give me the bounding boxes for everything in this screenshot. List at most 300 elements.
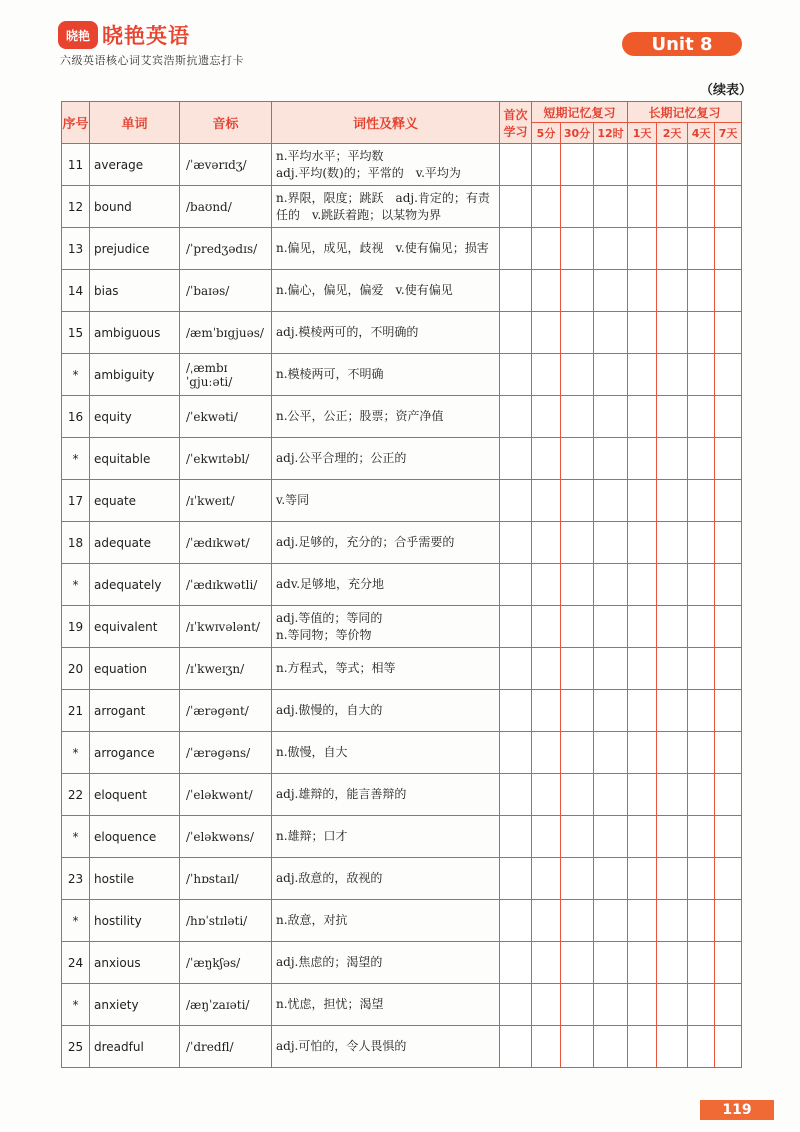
review-checkbox-cell[interactable] xyxy=(715,144,742,186)
review-checkbox-cell[interactable] xyxy=(594,816,628,858)
review-checkbox-cell[interactable] xyxy=(657,942,688,984)
review-checkbox-cell[interactable] xyxy=(532,648,561,690)
review-checkbox-cell[interactable] xyxy=(628,900,657,942)
review-checkbox-cell[interactable] xyxy=(657,228,688,270)
review-checkbox-cell[interactable] xyxy=(688,564,715,606)
row-definition xyxy=(272,312,500,354)
short-term-header: 短期记忆复习 xyxy=(532,102,628,123)
review-checkbox-cell[interactable] xyxy=(715,984,742,1026)
review-checkbox-cell[interactable] xyxy=(688,354,715,396)
row-definition xyxy=(272,228,500,270)
row-number: * xyxy=(62,984,90,1026)
review-checkbox-cell[interactable] xyxy=(500,564,532,606)
row-number: 13 xyxy=(62,228,90,270)
review-checkbox-cell[interactable] xyxy=(532,732,561,774)
definition-line: n.模棱两可，不明确 xyxy=(276,367,384,381)
definition-line: n.偏见，成见，歧视 v.使有偏见；损害 xyxy=(276,241,489,255)
row-number: 19 xyxy=(62,606,90,648)
review-checkbox-cell[interactable] xyxy=(628,858,657,900)
row-number: 23 xyxy=(62,858,90,900)
row-number: * xyxy=(62,354,90,396)
first-study-header: 首次学习 xyxy=(500,102,532,144)
review-checkbox-cell[interactable] xyxy=(532,984,561,1026)
row-number: 25 xyxy=(62,1026,90,1068)
review-checkbox-cell[interactable] xyxy=(594,354,628,396)
review-checkbox-cell[interactable] xyxy=(628,942,657,984)
review-checkbox-cell[interactable] xyxy=(715,648,742,690)
review-checkbox-cell[interactable] xyxy=(500,774,532,816)
table-row xyxy=(62,270,742,312)
row-word: eloquence xyxy=(90,816,180,858)
unit-badge: Unit 8 xyxy=(622,32,742,56)
review-checkbox-cell[interactable] xyxy=(561,522,594,564)
review-checkbox-cell[interactable] xyxy=(561,396,594,438)
review-checkbox-cell[interactable] xyxy=(561,858,594,900)
review-checkbox-cell[interactable] xyxy=(657,816,688,858)
row-definition xyxy=(272,354,500,396)
review-checkbox-cell[interactable] xyxy=(628,690,657,732)
review-checkbox-cell[interactable] xyxy=(688,732,715,774)
review-checkbox-cell[interactable] xyxy=(715,480,742,522)
row-phonetic: /ˈæŋkʃəs/ xyxy=(180,942,272,984)
row-word: arrogance xyxy=(90,732,180,774)
review-checkbox-cell[interactable] xyxy=(500,942,532,984)
review-checkbox-cell[interactable] xyxy=(715,564,742,606)
review-checkbox-cell[interactable] xyxy=(688,900,715,942)
table-row xyxy=(62,522,742,564)
table-row xyxy=(62,1026,742,1068)
row-word: average xyxy=(90,144,180,186)
review-checkbox-cell[interactable] xyxy=(715,228,742,270)
row-definition xyxy=(272,774,500,816)
review-checkbox-cell[interactable] xyxy=(500,858,532,900)
review-checkbox-cell[interactable] xyxy=(561,312,594,354)
review-checkbox-cell[interactable] xyxy=(657,144,688,186)
review-checkbox-cell[interactable] xyxy=(688,144,715,186)
review-checkbox-cell[interactable] xyxy=(715,816,742,858)
row-definition xyxy=(272,984,500,1026)
row-definition xyxy=(272,144,500,186)
table-row xyxy=(62,312,742,354)
review-checkbox-cell[interactable] xyxy=(594,480,628,522)
long-col-header: 1天 xyxy=(628,123,657,144)
review-checkbox-cell[interactable] xyxy=(561,564,594,606)
review-checkbox-cell[interactable] xyxy=(628,438,657,480)
review-checkbox-cell[interactable] xyxy=(532,354,561,396)
row-word: equate xyxy=(90,480,180,522)
review-checkbox-cell[interactable] xyxy=(628,186,657,228)
row-phonetic: /hɒˈstɪləti/ xyxy=(180,900,272,942)
review-checkbox-cell[interactable] xyxy=(657,648,688,690)
row-word: anxiety xyxy=(90,984,180,1026)
row-definition xyxy=(272,396,500,438)
review-checkbox-cell[interactable] xyxy=(628,480,657,522)
review-checkbox-cell[interactable] xyxy=(657,690,688,732)
review-checkbox-cell[interactable] xyxy=(500,690,532,732)
brand-name: 晓艳英语 xyxy=(102,24,190,48)
review-checkbox-cell[interactable] xyxy=(688,690,715,732)
review-checkbox-cell[interactable] xyxy=(532,774,561,816)
review-checkbox-cell[interactable] xyxy=(532,900,561,942)
short-col-header: 5分 xyxy=(532,123,561,144)
review-checkbox-cell[interactable] xyxy=(715,732,742,774)
review-checkbox-cell[interactable] xyxy=(594,690,628,732)
row-definition xyxy=(272,816,500,858)
review-checkbox-cell[interactable] xyxy=(688,228,715,270)
review-checkbox-cell[interactable] xyxy=(628,354,657,396)
row-definition xyxy=(272,732,500,774)
review-checkbox-cell[interactable] xyxy=(688,186,715,228)
review-checkbox-cell[interactable] xyxy=(561,144,594,186)
review-checkbox-cell[interactable] xyxy=(532,564,561,606)
review-checkbox-cell[interactable] xyxy=(594,1026,628,1068)
row-number: 12 xyxy=(62,186,90,228)
review-checkbox-cell[interactable] xyxy=(532,1026,561,1068)
row-number: 20 xyxy=(62,648,90,690)
review-checkbox-cell[interactable] xyxy=(657,270,688,312)
table-row xyxy=(62,900,742,942)
review-checkbox-cell[interactable] xyxy=(688,816,715,858)
row-definition xyxy=(272,564,500,606)
review-checkbox-cell[interactable] xyxy=(688,270,715,312)
review-checkbox-cell[interactable] xyxy=(688,942,715,984)
review-checkbox-cell[interactable] xyxy=(561,606,594,648)
row-definition xyxy=(272,522,500,564)
review-checkbox-cell[interactable] xyxy=(657,396,688,438)
review-checkbox-cell[interactable] xyxy=(500,312,532,354)
definition-line: adv.足够地，充分地 xyxy=(276,577,385,591)
review-checkbox-cell[interactable] xyxy=(715,690,742,732)
review-checkbox-cell[interactable] xyxy=(594,396,628,438)
row-definition xyxy=(272,858,500,900)
review-checkbox-cell[interactable] xyxy=(500,438,532,480)
row-definition xyxy=(272,1026,500,1068)
review-checkbox-cell[interactable] xyxy=(532,480,561,522)
table-header-row xyxy=(62,102,742,123)
row-word: adequately xyxy=(90,564,180,606)
row-phonetic: /ˈpredʒədɪs/ xyxy=(180,228,272,270)
review-checkbox-cell[interactable] xyxy=(532,690,561,732)
review-checkbox-cell[interactable] xyxy=(532,858,561,900)
review-checkbox-cell[interactable] xyxy=(561,270,594,312)
definition-line: adj.傲慢的，自大的 xyxy=(276,703,383,717)
review-checkbox-cell[interactable] xyxy=(561,1026,594,1068)
review-checkbox-cell[interactable] xyxy=(657,606,688,648)
definition-line: 任的 v.跳跃着跑；以某物为界 xyxy=(276,207,442,222)
review-checkbox-cell[interactable] xyxy=(657,984,688,1026)
review-checkbox-cell[interactable] xyxy=(561,228,594,270)
review-checkbox-cell[interactable] xyxy=(628,396,657,438)
row-number: 21 xyxy=(62,690,90,732)
review-checkbox-cell[interactable] xyxy=(500,354,532,396)
review-checkbox-cell[interactable] xyxy=(657,438,688,480)
review-checkbox-cell[interactable] xyxy=(657,354,688,396)
review-checkbox-cell[interactable] xyxy=(628,816,657,858)
table-row xyxy=(62,816,742,858)
review-checkbox-cell[interactable] xyxy=(657,564,688,606)
review-checkbox-cell[interactable] xyxy=(594,144,628,186)
review-checkbox-cell[interactable] xyxy=(688,858,715,900)
row-word: equity xyxy=(90,396,180,438)
review-checkbox-cell[interactable] xyxy=(715,774,742,816)
row-phonetic: /baʊnd/ xyxy=(180,186,272,228)
definition-line: adj.公平合理的；公正的 xyxy=(276,451,407,465)
review-checkbox-cell[interactable] xyxy=(688,774,715,816)
row-definition xyxy=(272,480,500,522)
row-phonetic: /ˈædɪkwət/ xyxy=(180,522,272,564)
row-word: equation xyxy=(90,648,180,690)
review-checkbox-cell[interactable] xyxy=(688,1026,715,1068)
review-checkbox-cell[interactable] xyxy=(628,144,657,186)
table-row xyxy=(62,774,742,816)
review-checkbox-cell[interactable] xyxy=(657,900,688,942)
review-checkbox-cell[interactable] xyxy=(500,900,532,942)
row-phonetic: /ˈhɒstaɪl/ xyxy=(180,858,272,900)
review-checkbox-cell[interactable] xyxy=(532,438,561,480)
review-checkbox-cell[interactable] xyxy=(500,228,532,270)
review-checkbox-cell[interactable] xyxy=(594,606,628,648)
review-checkbox-cell[interactable] xyxy=(657,774,688,816)
review-checkbox-cell[interactable] xyxy=(561,354,594,396)
row-definition xyxy=(272,900,500,942)
review-checkbox-cell[interactable] xyxy=(532,270,561,312)
review-checkbox-cell[interactable] xyxy=(594,732,628,774)
row-number: 18 xyxy=(62,522,90,564)
review-checkbox-cell[interactable] xyxy=(594,984,628,1026)
row-word: ambiguous xyxy=(90,312,180,354)
row-phonetic: /ˈekwɪtəbl/ xyxy=(180,438,272,480)
review-checkbox-cell[interactable] xyxy=(688,396,715,438)
review-checkbox-cell[interactable] xyxy=(715,354,742,396)
review-checkbox-cell[interactable] xyxy=(628,312,657,354)
review-checkbox-cell[interactable] xyxy=(628,606,657,648)
review-checkbox-cell[interactable] xyxy=(532,942,561,984)
review-checkbox-cell[interactable] xyxy=(594,942,628,984)
row-number: * xyxy=(62,900,90,942)
review-checkbox-cell[interactable] xyxy=(532,816,561,858)
row-word: bias xyxy=(90,270,180,312)
review-checkbox-cell[interactable] xyxy=(715,606,742,648)
review-checkbox-cell[interactable] xyxy=(657,1026,688,1068)
row-number: 22 xyxy=(62,774,90,816)
review-checkbox-cell[interactable] xyxy=(628,774,657,816)
definition-line: adj.等值的；等同的 xyxy=(276,610,383,625)
review-checkbox-cell[interactable] xyxy=(657,186,688,228)
definition-line: adj.平均(数)的；平常的 v.平均为 xyxy=(276,165,461,180)
review-checkbox-cell[interactable] xyxy=(500,522,532,564)
phonetic-header: 音标 xyxy=(180,102,272,144)
row-word: ambiguity xyxy=(90,354,180,396)
review-checkbox-cell[interactable] xyxy=(715,186,742,228)
long-col-header: 7天 xyxy=(715,123,742,144)
row-word: anxious xyxy=(90,942,180,984)
definition-line: adj.可怕的，令人畏惧的 xyxy=(276,1039,407,1053)
review-checkbox-cell[interactable] xyxy=(561,816,594,858)
row-word: dreadful xyxy=(90,1026,180,1068)
table-row xyxy=(62,942,742,984)
review-checkbox-cell[interactable] xyxy=(715,438,742,480)
row-phonetic: /ɪˈkweɪt/ xyxy=(180,480,272,522)
review-checkbox-cell[interactable] xyxy=(532,396,561,438)
review-checkbox-cell[interactable] xyxy=(500,144,532,186)
row-phonetic: /æŋˈzaɪəti/ xyxy=(180,984,272,1026)
row-word: equivalent xyxy=(90,606,180,648)
review-checkbox-cell[interactable] xyxy=(715,312,742,354)
table-row xyxy=(62,144,742,186)
page-number: 119 xyxy=(700,1100,774,1120)
review-checkbox-cell[interactable] xyxy=(594,228,628,270)
review-checkbox-cell[interactable] xyxy=(532,606,561,648)
review-checkbox-cell[interactable] xyxy=(657,480,688,522)
review-checkbox-cell[interactable] xyxy=(715,900,742,942)
review-checkbox-cell[interactable] xyxy=(628,732,657,774)
book-subtitle: 六级英语核心词艾宾浩斯抗遗忘打卡 xyxy=(60,54,244,67)
review-checkbox-cell[interactable] xyxy=(594,564,628,606)
review-checkbox-cell[interactable] xyxy=(628,984,657,1026)
row-word: prejudice xyxy=(90,228,180,270)
review-checkbox-cell[interactable] xyxy=(500,186,532,228)
long-col-header: 2天 xyxy=(657,123,688,144)
review-checkbox-cell[interactable] xyxy=(500,396,532,438)
row-word: hostile xyxy=(90,858,180,900)
review-checkbox-cell[interactable] xyxy=(500,480,532,522)
table-row xyxy=(62,186,742,228)
review-checkbox-cell[interactable] xyxy=(500,606,532,648)
review-checkbox-cell[interactable] xyxy=(561,186,594,228)
review-checkbox-cell[interactable] xyxy=(532,144,561,186)
definition-line: n.忧虑，担忧；渴望 xyxy=(276,997,384,1011)
review-checkbox-cell[interactable] xyxy=(594,186,628,228)
definition-line: adj.足够的，充分的；合乎需要的 xyxy=(276,535,455,549)
review-checkbox-cell[interactable] xyxy=(500,1026,532,1068)
row-definition xyxy=(272,438,500,480)
row-definition xyxy=(272,606,500,648)
review-checkbox-cell[interactable] xyxy=(561,480,594,522)
review-checkbox-cell[interactable] xyxy=(657,858,688,900)
review-checkbox-cell[interactable] xyxy=(657,732,688,774)
review-checkbox-cell[interactable] xyxy=(500,984,532,1026)
row-phonetic: /ɪˈkwɪvələnt/ xyxy=(180,606,272,648)
review-checkbox-cell[interactable] xyxy=(715,396,742,438)
review-checkbox-cell[interactable] xyxy=(688,648,715,690)
review-checkbox-cell[interactable] xyxy=(688,438,715,480)
review-checkbox-cell[interactable] xyxy=(715,522,742,564)
row-definition xyxy=(272,690,500,732)
definition-line: adj.雄辩的，能言善辩的 xyxy=(276,787,407,801)
row-phonetic: /ˈdredfl/ xyxy=(180,1026,272,1068)
review-checkbox-cell[interactable] xyxy=(628,522,657,564)
review-checkbox-cell[interactable] xyxy=(688,606,715,648)
review-checkbox-cell[interactable] xyxy=(594,522,628,564)
review-checkbox-cell[interactable] xyxy=(532,312,561,354)
table-row xyxy=(62,396,742,438)
review-checkbox-cell[interactable] xyxy=(561,732,594,774)
review-checkbox-cell[interactable] xyxy=(594,270,628,312)
review-checkbox-cell[interactable] xyxy=(657,522,688,564)
review-checkbox-cell[interactable] xyxy=(594,312,628,354)
review-checkbox-cell[interactable] xyxy=(561,774,594,816)
row-phonetic: /ˈærəgənt/ xyxy=(180,690,272,732)
row-number: * xyxy=(62,816,90,858)
review-checkbox-cell[interactable] xyxy=(594,858,628,900)
review-checkbox-cell[interactable] xyxy=(715,858,742,900)
review-checkbox-cell[interactable] xyxy=(715,1026,742,1068)
definition-header: 词性及释义 xyxy=(272,102,500,144)
review-checkbox-cell[interactable] xyxy=(628,1026,657,1068)
review-checkbox-cell[interactable] xyxy=(594,900,628,942)
review-checkbox-cell[interactable] xyxy=(594,648,628,690)
definition-line: v.等同 xyxy=(276,493,310,507)
row-phonetic: /ˈædɪkwətli/ xyxy=(180,564,272,606)
review-checkbox-cell[interactable] xyxy=(628,270,657,312)
review-checkbox-cell[interactable] xyxy=(688,312,715,354)
review-checkbox-cell[interactable] xyxy=(561,690,594,732)
definition-line: n.界限，限度；跳跃 adj.肯定的；有责 xyxy=(276,190,490,205)
review-checkbox-cell[interactable] xyxy=(715,270,742,312)
review-checkbox-cell[interactable] xyxy=(561,942,594,984)
review-checkbox-cell[interactable] xyxy=(657,312,688,354)
review-checkbox-cell[interactable] xyxy=(628,648,657,690)
definition-line: n.敌意，对抗 xyxy=(276,913,348,927)
review-checkbox-cell[interactable] xyxy=(628,564,657,606)
review-checkbox-cell[interactable] xyxy=(500,732,532,774)
short-col-header: 12时 xyxy=(594,123,628,144)
table-row xyxy=(62,606,742,648)
review-checkbox-cell[interactable] xyxy=(500,816,532,858)
review-checkbox-cell[interactable] xyxy=(561,648,594,690)
continued-label: （续表） xyxy=(700,83,753,98)
review-checkbox-cell[interactable] xyxy=(688,522,715,564)
brand-logo xyxy=(58,20,190,50)
table-row xyxy=(62,648,742,690)
review-checkbox-cell[interactable] xyxy=(532,522,561,564)
review-checkbox-cell[interactable] xyxy=(500,648,532,690)
definition-line: adj.敌意的，敌视的 xyxy=(276,871,383,885)
row-phonetic: /ˈbaɪəs/ xyxy=(180,270,272,312)
review-checkbox-cell[interactable] xyxy=(688,480,715,522)
row-number: 24 xyxy=(62,942,90,984)
review-checkbox-cell[interactable] xyxy=(561,900,594,942)
review-checkbox-cell[interactable] xyxy=(532,228,561,270)
table-row xyxy=(62,228,742,270)
definition-line: n.平均水平；平均数 xyxy=(276,148,384,163)
row-number: 11 xyxy=(62,144,90,186)
review-checkbox-cell[interactable] xyxy=(561,438,594,480)
table-row xyxy=(62,480,742,522)
review-checkbox-cell[interactable] xyxy=(594,438,628,480)
row-phonetic: /ˌæmbɪˈgjuːəti/ xyxy=(180,354,272,396)
row-word: bound xyxy=(90,186,180,228)
row-number: * xyxy=(62,732,90,774)
row-word: equitable xyxy=(90,438,180,480)
review-checkbox-cell[interactable] xyxy=(532,186,561,228)
review-checkbox-cell[interactable] xyxy=(561,984,594,1026)
row-phonetic: /ˈeləkwəns/ xyxy=(180,816,272,858)
review-checkbox-cell[interactable] xyxy=(715,942,742,984)
review-checkbox-cell[interactable] xyxy=(594,774,628,816)
row-phonetic: /ˈekwəti/ xyxy=(180,396,272,438)
row-number: * xyxy=(62,438,90,480)
row-number: 17 xyxy=(62,480,90,522)
review-checkbox-cell[interactable] xyxy=(500,270,532,312)
table-row xyxy=(62,354,742,396)
review-checkbox-cell[interactable] xyxy=(688,984,715,1026)
definition-line: adj.焦虑的；渴望的 xyxy=(276,955,383,969)
row-definition xyxy=(272,270,500,312)
row-number: 14 xyxy=(62,270,90,312)
definition-line: n.傲慢，自大 xyxy=(276,745,348,759)
review-checkbox-cell[interactable] xyxy=(628,228,657,270)
